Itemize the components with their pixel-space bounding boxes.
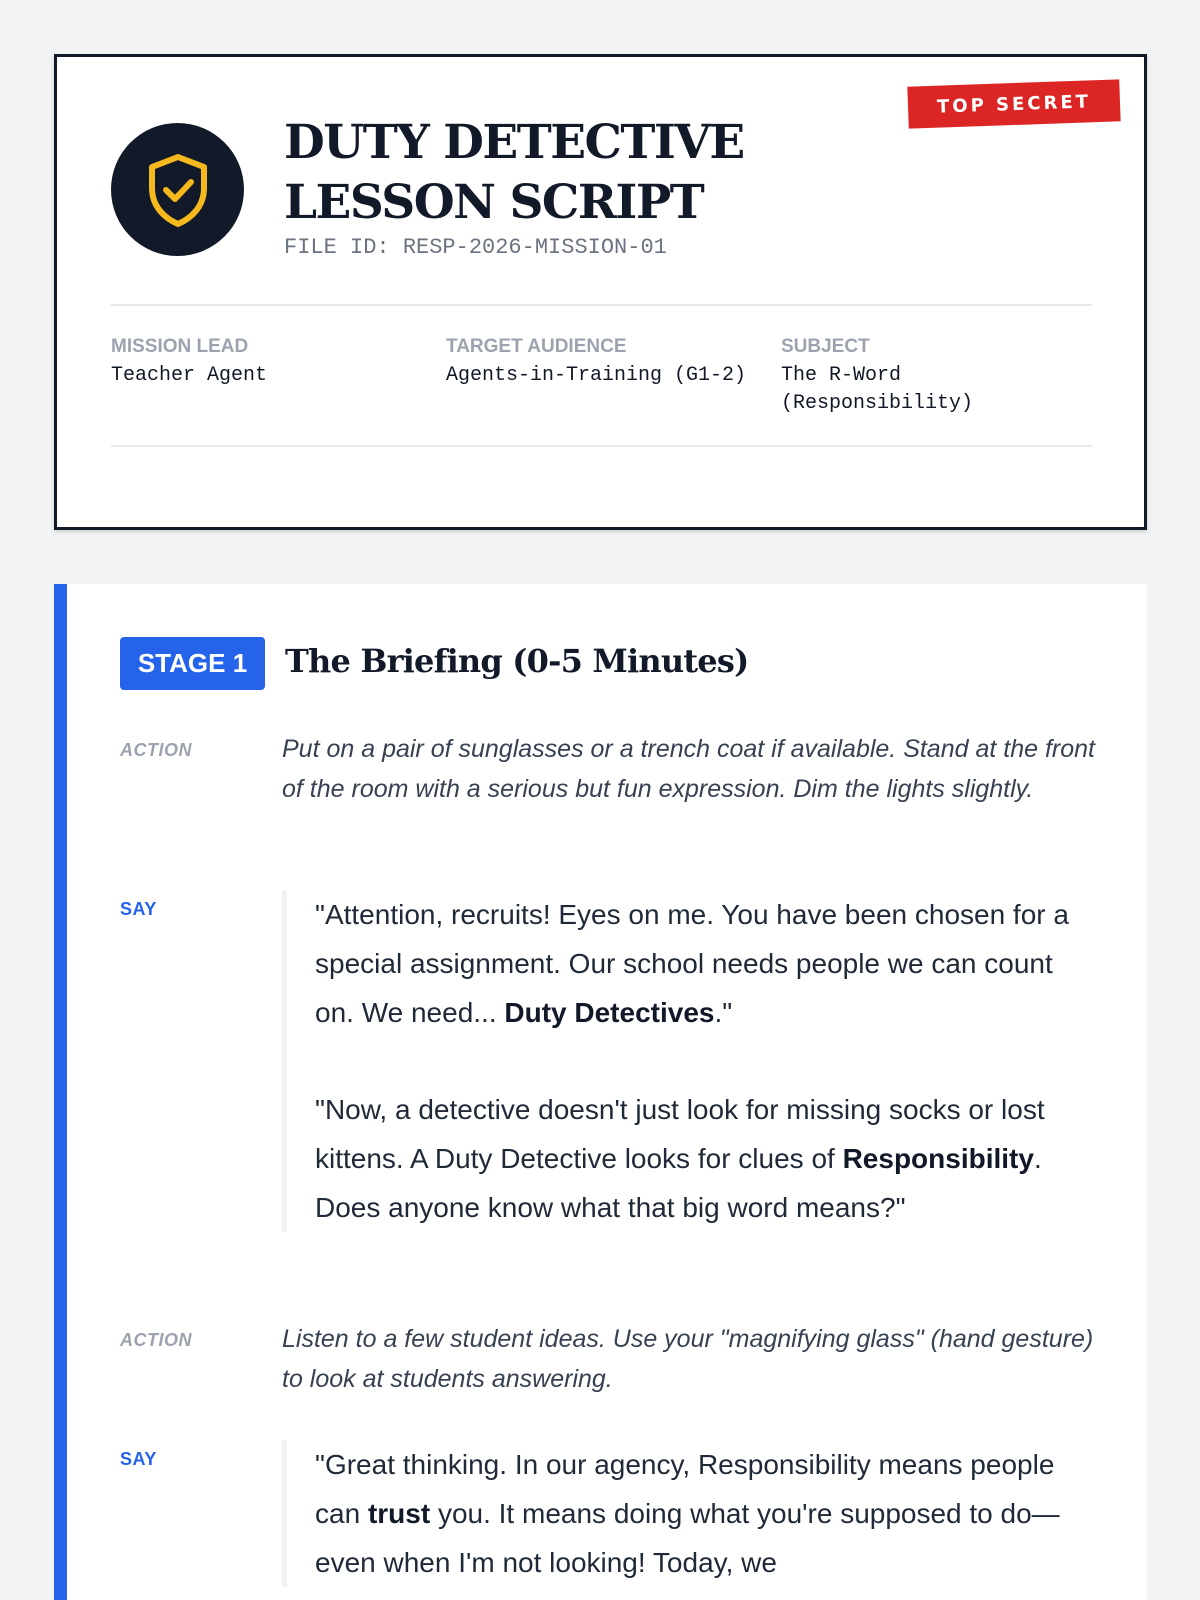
meta-value: Teacher Agent <box>111 364 268 387</box>
stage-badge: STAGE 1 <box>120 637 265 690</box>
stage-title: The Briefing (0-5 Minutes) <box>285 642 749 680</box>
page-title: DUTY DETECTIVE LESSON SCRIPT <box>284 115 744 230</box>
meta-subject <box>781 336 1011 418</box>
say-text: you. It means doing what you're supposed to do—even when I'm not looking! Today, we <box>315 1498 1060 1578</box>
meta-mission-lead <box>111 336 411 390</box>
say-paragraph <box>315 1440 1097 1587</box>
header-divider-bottom <box>111 445 1092 447</box>
meta-label: MISSION LEAD <box>111 336 249 357</box>
say-script <box>282 890 1097 1232</box>
meta-label: TARGET AUDIENCE <box>446 336 627 357</box>
say-text: ." <box>714 997 733 1028</box>
action-text: Put on a pair of sunglasses or a trench coat if available. Stand at the front of the room with a serious but fun expression. Dim the lights slightly. <box>282 735 1095 803</box>
file-id: FILE ID: RESP-2026-MISSION-01 <box>284 235 667 260</box>
say-text: "Attention, recruits! Eyes on me. You have been chosen for a special assignment. Our school needs people we can count on. We need... <box>315 899 1069 1028</box>
meta-value: The R-Word (Responsibility) <box>781 364 974 415</box>
action-label: ACTION <box>120 1330 192 1350</box>
stage-card <box>54 584 1147 1600</box>
say-text: "Now, a detective doesn't just look for missing socks or lost kittens. A Duty Detective looks for clues of <box>315 1094 1045 1174</box>
shield-check-icon <box>145 152 211 228</box>
meta-label: SUBJECT <box>781 336 870 357</box>
say-paragraph <box>315 1085 1097 1232</box>
say-script <box>282 1440 1097 1587</box>
say-label: SAY <box>120 899 157 919</box>
say-label: SAY <box>120 1449 157 1469</box>
say-emphasis: Duty Detectives <box>504 997 715 1028</box>
say-paragraph <box>315 890 1097 1037</box>
say-emphasis: Responsibility <box>842 1143 1034 1174</box>
meta-target-audience <box>446 336 766 390</box>
action-text: Listen to a few student ideas. Use your "magnifying glass" (hand gesture) to look at students answering. <box>282 1325 1094 1393</box>
say-text: "Great thinking. In our agency, Responsibility means people can <box>315 1449 1055 1529</box>
action-label: ACTION <box>120 740 192 760</box>
agency-badge <box>111 123 244 256</box>
say-text: . Does anyone know what that big word means?" <box>315 1143 1042 1223</box>
say-emphasis: trust <box>367 1498 431 1529</box>
header-divider-top <box>111 304 1092 306</box>
mission-header-card <box>54 54 1147 530</box>
top-secret-stamp: TOP SECRET <box>907 79 1120 128</box>
meta-value: Agents-in-Training (G1-2) <box>446 364 747 387</box>
